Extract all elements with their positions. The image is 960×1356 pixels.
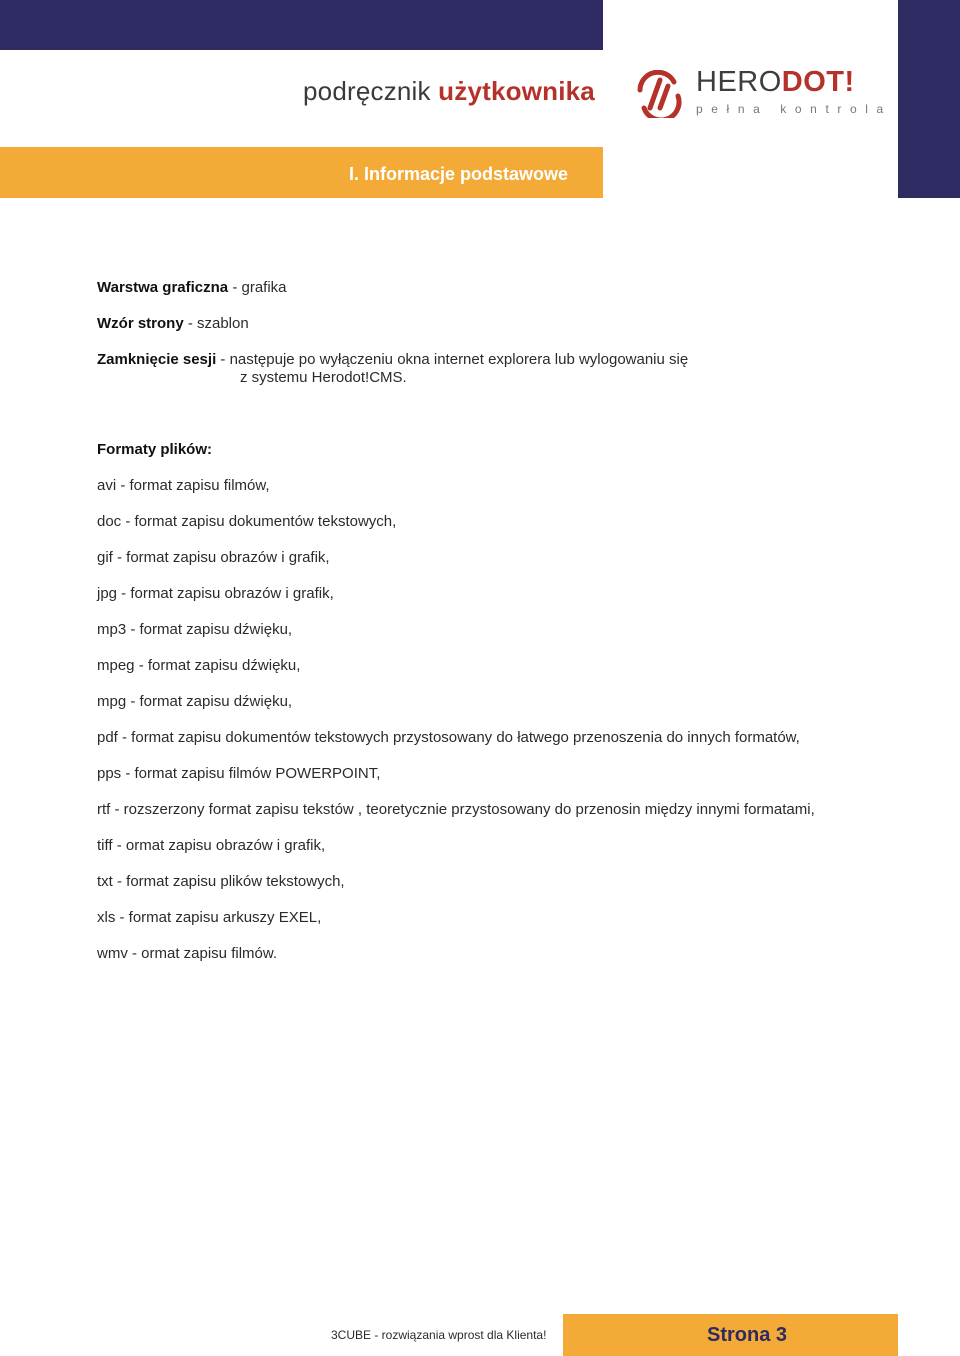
format-list-item: mp3 - format zapisu dźwięku,: [97, 621, 293, 638]
herodot-logo: [634, 66, 892, 122]
format-list-item: xls - format zapisu arkuszy EXEL,: [97, 909, 322, 926]
brand-wordmark: [696, 66, 855, 99]
format-list-item: txt - format zapisu plików tekstowych,: [97, 873, 345, 890]
format-list-item: tiff - ormat zapisu obrazów i grafik,: [97, 837, 326, 854]
format-list-item: pdf - format zapisu dokumentów tekstowych przystosowany do łatwego przenoszenia do innych formatów,: [97, 729, 800, 746]
format-list-item: jpg - format zapisu obrazów i grafik,: [97, 585, 334, 602]
section-title: I. Informacje podstawowe: [348, 164, 568, 184]
format-list-item: mpeg - format zapisu dźwięku,: [97, 657, 301, 674]
definition-line: [97, 314, 249, 334]
format-list-item: wmv - ormat zapisu filmów.: [97, 945, 278, 962]
format-list-item: doc - format zapisu dokumentów tekstowych,: [97, 513, 397, 530]
format-list-item: pps - format zapisu filmów POWERPOINT,: [97, 765, 381, 782]
top-header-bar: [0, 0, 603, 50]
definition-desc-continued: z systemu Herodot!CMS.: [240, 369, 407, 386]
manual-title-bold: użytkownika: [438, 76, 595, 106]
definition-term: Warstwa graficzna: [97, 279, 229, 296]
definition-desc: - grafika: [228, 279, 287, 296]
brand-tagline: pełna kontrola: [696, 102, 892, 116]
format-list-item: gif - format zapisu obrazów i grafik,: [97, 549, 330, 566]
definition-line: [97, 278, 287, 298]
brand-hero: HERO: [696, 66, 782, 98]
section-banner: [0, 147, 603, 198]
manual-title: [303, 76, 595, 107]
definition-term: Zamknięcie sesji: [97, 351, 217, 368]
definition-line: [97, 350, 688, 370]
brand-dot: DOT!: [781, 66, 855, 98]
definition-desc: - następuje po wyłączeniu okna internet explorera lub wylogowaniu się: [216, 351, 689, 368]
format-list-item: avi - format zapisu filmów,: [97, 477, 270, 494]
herodot-logo-icon: [634, 70, 682, 118]
format-list-item: mpg - format zapisu dźwięku,: [97, 693, 293, 710]
definition-term: Wzór strony: [97, 315, 184, 332]
page-number: Strona 3: [707, 1324, 788, 1346]
footer-slogan: 3CUBE - rozwiązania wprost dla Klienta!: [331, 1328, 547, 1342]
manual-title-plain: podręcznik: [303, 76, 439, 106]
format-list-item: rtf - rozszerzony format zapisu tekstów , teoretycznie przystosowany do przenosin między innymi formatami,: [97, 801, 815, 818]
formats-heading: Formaty plików:: [97, 441, 213, 458]
right-accent-bar: [898, 0, 960, 198]
definition-desc: - szablon: [183, 315, 249, 332]
page-number-badge: [563, 1314, 898, 1356]
